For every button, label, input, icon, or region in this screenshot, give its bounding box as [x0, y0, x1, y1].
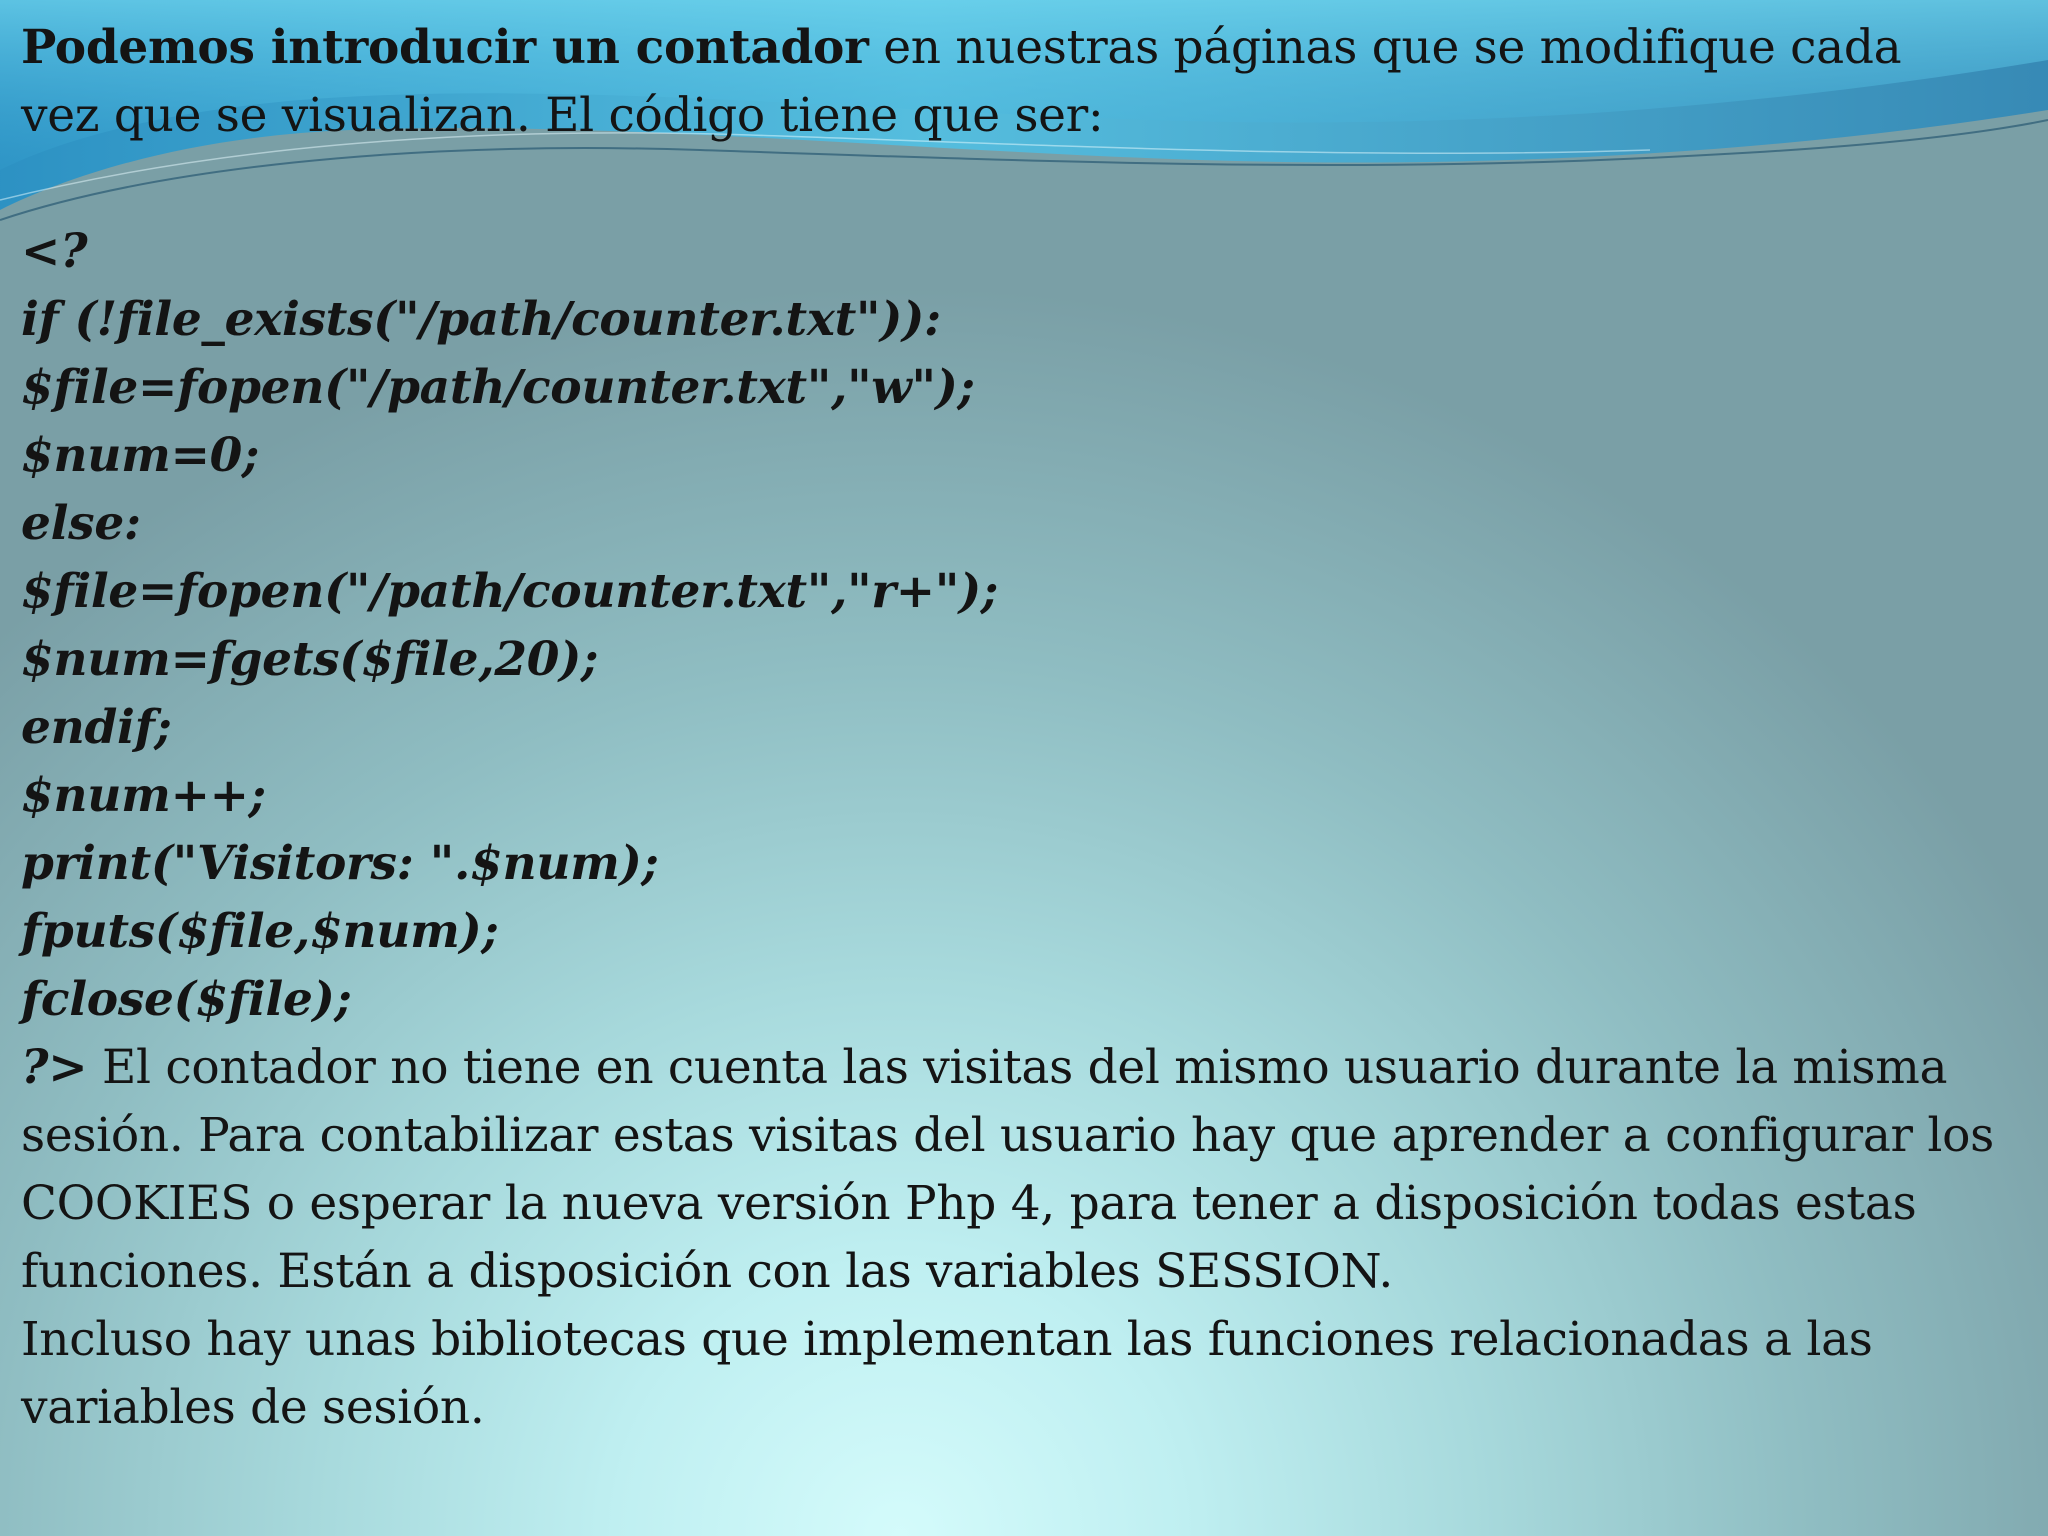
- code-line: fputs($file,$num);: [21, 904, 499, 959]
- code-line: endif;: [21, 700, 172, 755]
- slide-content: [21, 14, 2031, 1442]
- code-line: print("Visitors: ".$num);: [21, 836, 659, 891]
- php-closing-tag: ?>: [21, 1040, 88, 1095]
- paragraph-line: sesión. Para contabilizar estas visitas del usuario hay que aprender a configurar los: [21, 1108, 1994, 1163]
- explanation-paragraph: [21, 1034, 2031, 1306]
- code-line: <?: [21, 224, 88, 279]
- code-line: $num=0;: [21, 428, 260, 483]
- code-line: else:: [21, 496, 141, 551]
- blank-spacer: [21, 150, 2031, 218]
- paragraph-line: variables de sesión.: [21, 1380, 485, 1435]
- paragraph-line: COOKIES o esperar la nueva versión Php 4, para tener a disposición todas estas: [21, 1176, 1917, 1231]
- code-line: $num++;: [21, 768, 266, 823]
- paragraph-text: El contador no tiene en cuenta las visitas del mismo usuario durante la misma: [87, 1040, 1948, 1095]
- code-line: if (!file_exists("/path/counter.txt")):: [21, 292, 942, 347]
- libraries-paragraph: [21, 1306, 2031, 1442]
- intro-bold-text: Podemos introducir un contador: [21, 20, 869, 75]
- code-line: fclose($file);: [21, 972, 352, 1027]
- paragraph-line: Incluso hay unas bibliotecas que implementan las funciones relacionadas a las: [21, 1312, 1873, 1367]
- intro-line-2: vez que se visualizan. El código tiene que ser:: [21, 88, 1104, 143]
- paragraph-line: funciones. Están a disposición con las variables SESSION.: [21, 1244, 1393, 1299]
- intro-line-1: [21, 14, 2031, 82]
- intro-text-rest: en nuestras páginas que se modifique cada: [868, 20, 1902, 75]
- code-line: $file=fopen("/path/counter.txt","r+");: [21, 564, 999, 619]
- code-line: $num=fgets($file,20);: [21, 632, 599, 687]
- paragraph-line: [21, 1034, 2031, 1102]
- code-line: $file=fopen("/path/counter.txt","w");: [21, 360, 975, 415]
- code-block: [21, 218, 2031, 1034]
